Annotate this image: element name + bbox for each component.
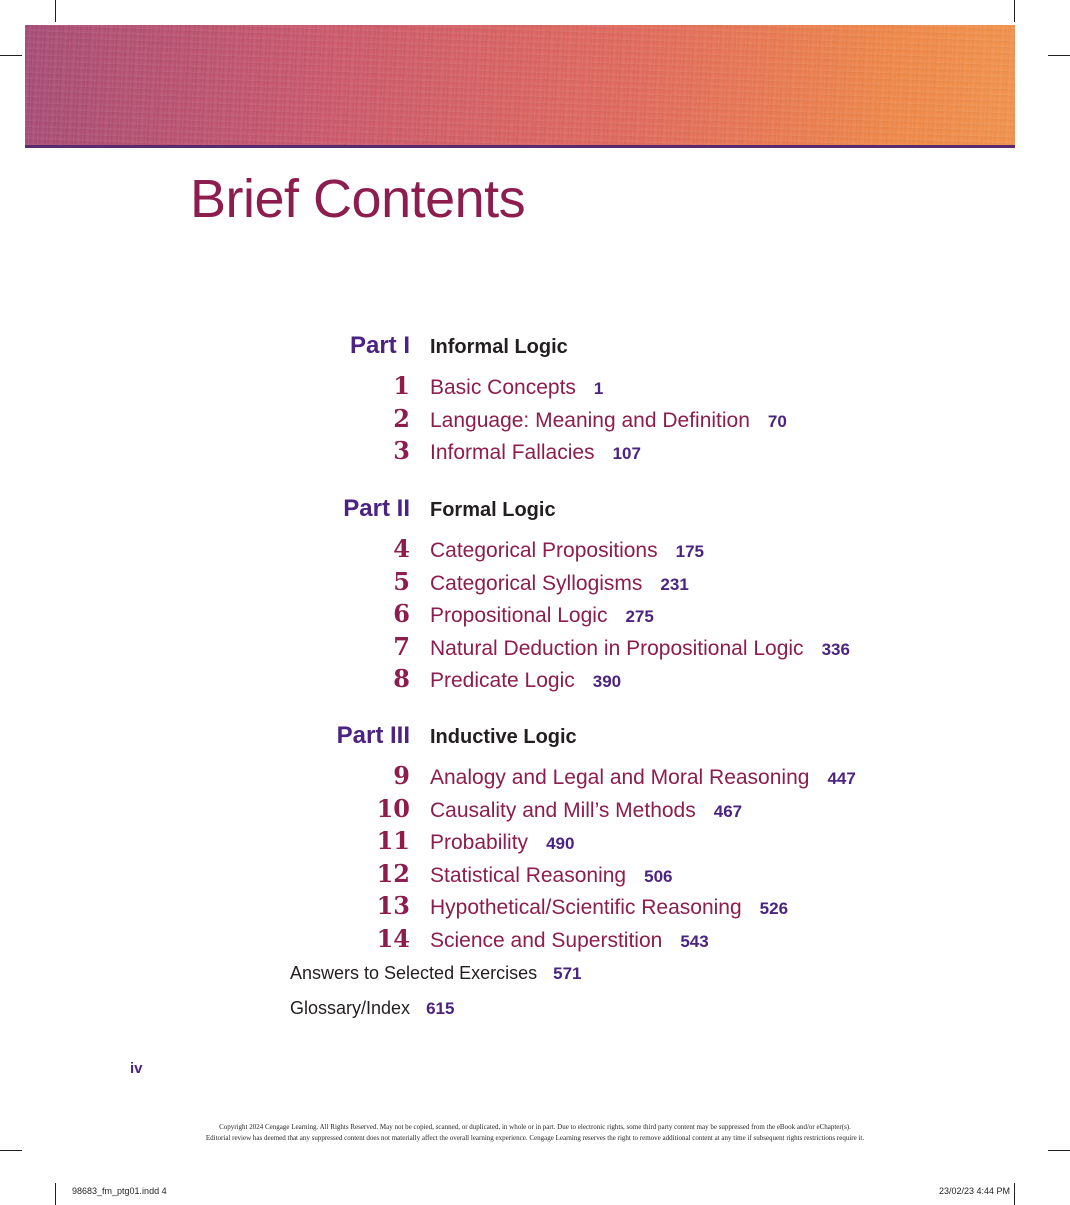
- chapter-title-link[interactable]: Causality and Mill’s Methods: [430, 798, 696, 822]
- page-title: Brief Contents: [190, 169, 526, 229]
- header-banner: [25, 25, 1015, 145]
- back-matter-page-number: 615: [426, 999, 455, 1018]
- crop-mark: [0, 1150, 22, 1151]
- chapter-page-number: 70: [767, 411, 787, 431]
- toc-entry[interactable]: [0, 923, 1070, 956]
- part-title: Informal Logic: [430, 336, 568, 358]
- toc-entry[interactable]: [0, 438, 1070, 468]
- chapter-number: 9: [393, 761, 410, 790]
- chapter-line: [430, 864, 672, 888]
- chapter-number: 7: [393, 631, 410, 661]
- back-matter-entry[interactable]: [290, 963, 581, 984]
- chapter-page-number: 231: [660, 574, 689, 594]
- chapter-title-link[interactable]: Analogy and Legal and Moral Reasoning: [430, 766, 810, 789]
- toc-entry[interactable]: [0, 828, 1070, 858]
- slug-datetime: 23/02/23 4:44 PM: [938, 1186, 1010, 1196]
- chapter-number: 11: [376, 826, 410, 855]
- copyright-line: Editorial review has deemed that any suppressed content does not materially affect the overall learning experience. Cengage Learning reserves the right to remove additional content at any time if subsequent rights restrictions require it.: [205, 1134, 865, 1142]
- chapter-number: 4: [393, 534, 410, 563]
- chapter-page-number: 467: [713, 801, 743, 821]
- toc-entry[interactable]: [0, 536, 1070, 566]
- chapter-line: [430, 441, 641, 465]
- chapter-number: 6: [393, 599, 410, 628]
- crop-mark: [1014, 1183, 1015, 1205]
- part-label: Part I: [349, 332, 410, 359]
- back-matter-page-number: 571: [553, 964, 582, 983]
- chapter-page-number: 175: [675, 542, 704, 561]
- toc-entry[interactable]: [0, 373, 1070, 403]
- chapter-number: 10: [376, 793, 410, 823]
- copyright-notice: [0, 1122, 1070, 1144]
- page-folio: iv: [130, 1060, 143, 1077]
- part-heading: [0, 332, 1070, 362]
- back-matter-title[interactable]: Glossary/Index: [290, 998, 411, 1018]
- chapter-line: [430, 669, 621, 693]
- toc-entry[interactable]: [0, 793, 1070, 826]
- chapter-title-link[interactable]: Predicate Logic: [430, 669, 575, 692]
- crop-mark: [1048, 1150, 1070, 1151]
- chapter-page-number: 107: [612, 444, 641, 463]
- chapter-page-number: 447: [827, 769, 856, 788]
- chapter-page-number: 275: [625, 607, 654, 626]
- banner-rule: [25, 145, 1015, 148]
- chapter-title-link[interactable]: Categorical Syllogisms: [430, 571, 643, 595]
- chapter-title-link[interactable]: Basic Concepts: [430, 376, 576, 399]
- toc-entry[interactable]: [0, 403, 1070, 436]
- chapter-title-link[interactable]: Categorical Propositions: [430, 539, 658, 562]
- chapter-number: 14: [376, 923, 410, 953]
- chapter-line: [430, 766, 856, 790]
- chapter-title-link[interactable]: Probability: [430, 831, 529, 854]
- crop-mark: [55, 1183, 56, 1205]
- chapter-page-number: 506: [644, 866, 673, 886]
- part-label: Part II: [343, 495, 410, 522]
- chapter-page-number: 1: [593, 379, 604, 398]
- chapter-number: 2: [393, 403, 410, 433]
- chapter-page-number: 526: [759, 899, 789, 918]
- chapter-page-number: 390: [592, 672, 622, 691]
- chapter-page-number: 336: [821, 639, 850, 659]
- chapter-line: [430, 896, 788, 920]
- chapter-line: [430, 799, 742, 823]
- chapter-title-link[interactable]: Natural Deduction in Propositional Logic: [430, 636, 804, 660]
- chapter-line: [430, 409, 787, 433]
- chapter-page-number: 490: [546, 834, 575, 853]
- toc-entry[interactable]: [0, 631, 1070, 664]
- chapter-line: [430, 637, 850, 661]
- crop-mark: [55, 0, 56, 22]
- back-matter-entry[interactable]: [290, 998, 454, 1019]
- toc-entry[interactable]: [0, 893, 1070, 923]
- crop-mark: [1048, 55, 1070, 56]
- chapter-page-number: 543: [680, 931, 709, 951]
- chapter-number: 13: [376, 891, 410, 920]
- part-heading: [0, 495, 1070, 525]
- chapter-number: 8: [393, 664, 410, 693]
- toc-entry[interactable]: [0, 666, 1070, 696]
- crop-mark: [0, 55, 22, 56]
- chapter-title-link[interactable]: Propositional Logic: [430, 604, 608, 627]
- chapter-line: [430, 831, 574, 855]
- chapter-line: [430, 929, 709, 953]
- chapter-line: [430, 572, 689, 596]
- chapter-title-link[interactable]: Language: Meaning and Definition: [430, 408, 750, 432]
- toc-entry[interactable]: [0, 601, 1070, 631]
- chapter-line: [430, 604, 654, 628]
- chapter-title-link[interactable]: Statistical Reasoning: [430, 863, 627, 887]
- part-title: Inductive Logic: [430, 726, 577, 748]
- chapter-title-link[interactable]: Hypothetical/Scientific Reasoning: [430, 896, 742, 919]
- copyright-line: Copyright 2024 Cengage Learning. All Rights Reserved. May not be copied, scanned, or duplicated, in whole or in part. Due to electronic rights, some third party content may be suppressed from the eBook and/or eChapter(s).: [219, 1123, 851, 1131]
- chapter-title-link[interactable]: Science and Superstition: [430, 928, 663, 952]
- chapter-number: 3: [393, 436, 410, 465]
- chapter-number: 5: [393, 566, 410, 596]
- slug-filename: 98683_fm_ptg01.indd 4: [72, 1186, 167, 1196]
- chapter-line: [430, 376, 603, 400]
- chapter-line: [430, 539, 704, 563]
- part-title: Formal Logic: [430, 499, 556, 521]
- chapter-number: 12: [376, 858, 410, 888]
- toc-entry[interactable]: [0, 566, 1070, 599]
- crop-mark: [1014, 0, 1015, 22]
- chapter-title-link[interactable]: Informal Fallacies: [430, 441, 595, 464]
- back-matter-title[interactable]: Answers to Selected Exercises: [290, 963, 538, 983]
- toc-entry[interactable]: [0, 763, 1070, 793]
- part-heading: [0, 722, 1070, 752]
- toc-entry[interactable]: [0, 858, 1070, 891]
- part-label: Part III: [336, 722, 410, 749]
- chapter-number: 1: [393, 371, 410, 400]
